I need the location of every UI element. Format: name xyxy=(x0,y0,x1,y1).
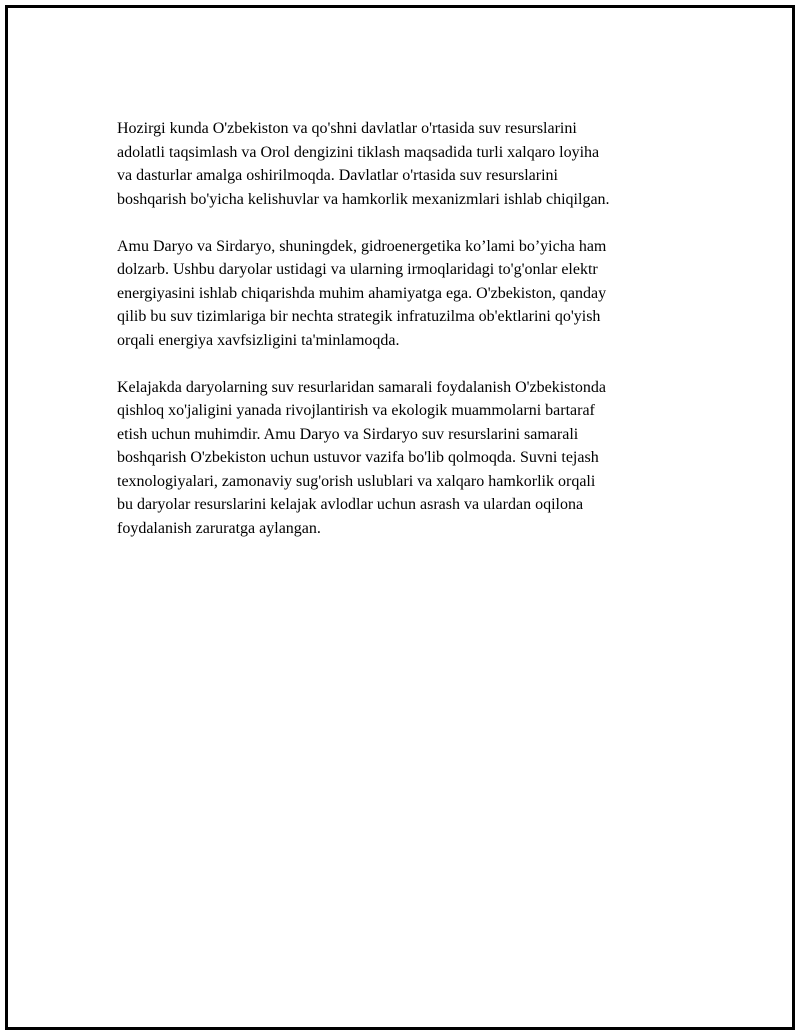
paragraph-2: Amu Daryo va Sirdaryo, shuningdek, gidroenergetika ko’lami bo’yicha ham dolzarb. Ushbu daryolar ustidagi va ularning irmoqlaridagi to'g'onlar elektr energiyasini ishlab chiqarishda muhim ahamiyatga ega. O'zbekiston, qanday qilib bu suv tizimlariga bir nechta strategik infratuzilma ob'ektlarini qo'yish orqali energiya xavfsizligini ta'minlamoqda. xyxy=(117,237,607,349)
document-body xyxy=(117,117,697,564)
paragraph-1: Hozirgi kunda O'zbekiston va qo'shni davlatlar o'rtasida suv resurslarini adolatli taqsimlash va Orol dengizini tiklash maqsadida turli xalqaro loyiha va dasturlar amalga oshirilmoqda. Davlatlar o'rtasida suv resurslarini boshqarish bo'yicha kelishuvlar va hamkorlik mexanizmlari ishlab chiqilgan. xyxy=(117,120,610,208)
paragraph-3: Kelajakda daryolarning suv resurlaridan samarali foydalanish O'zbekistonda qishloq xo'jaligini yanada rivojlantirish va ekologik muammolarni bartaraf etish uchun muhimdir. Amu Daryo va Sirdaryo suv resurslarini samarali boshqarish O'zbekiston uchun ustuvor vazifa bo'lib qolmoqda. Suvni tejash texnologiyalari, zamonaviy sug'orish uslublari va xalqaro hamkorlik orqali bu daryolar resurslarini kelajak avlodlar uchun asrash va ulardan oqilona foydalanish zaruratga aylangan. xyxy=(117,378,606,537)
